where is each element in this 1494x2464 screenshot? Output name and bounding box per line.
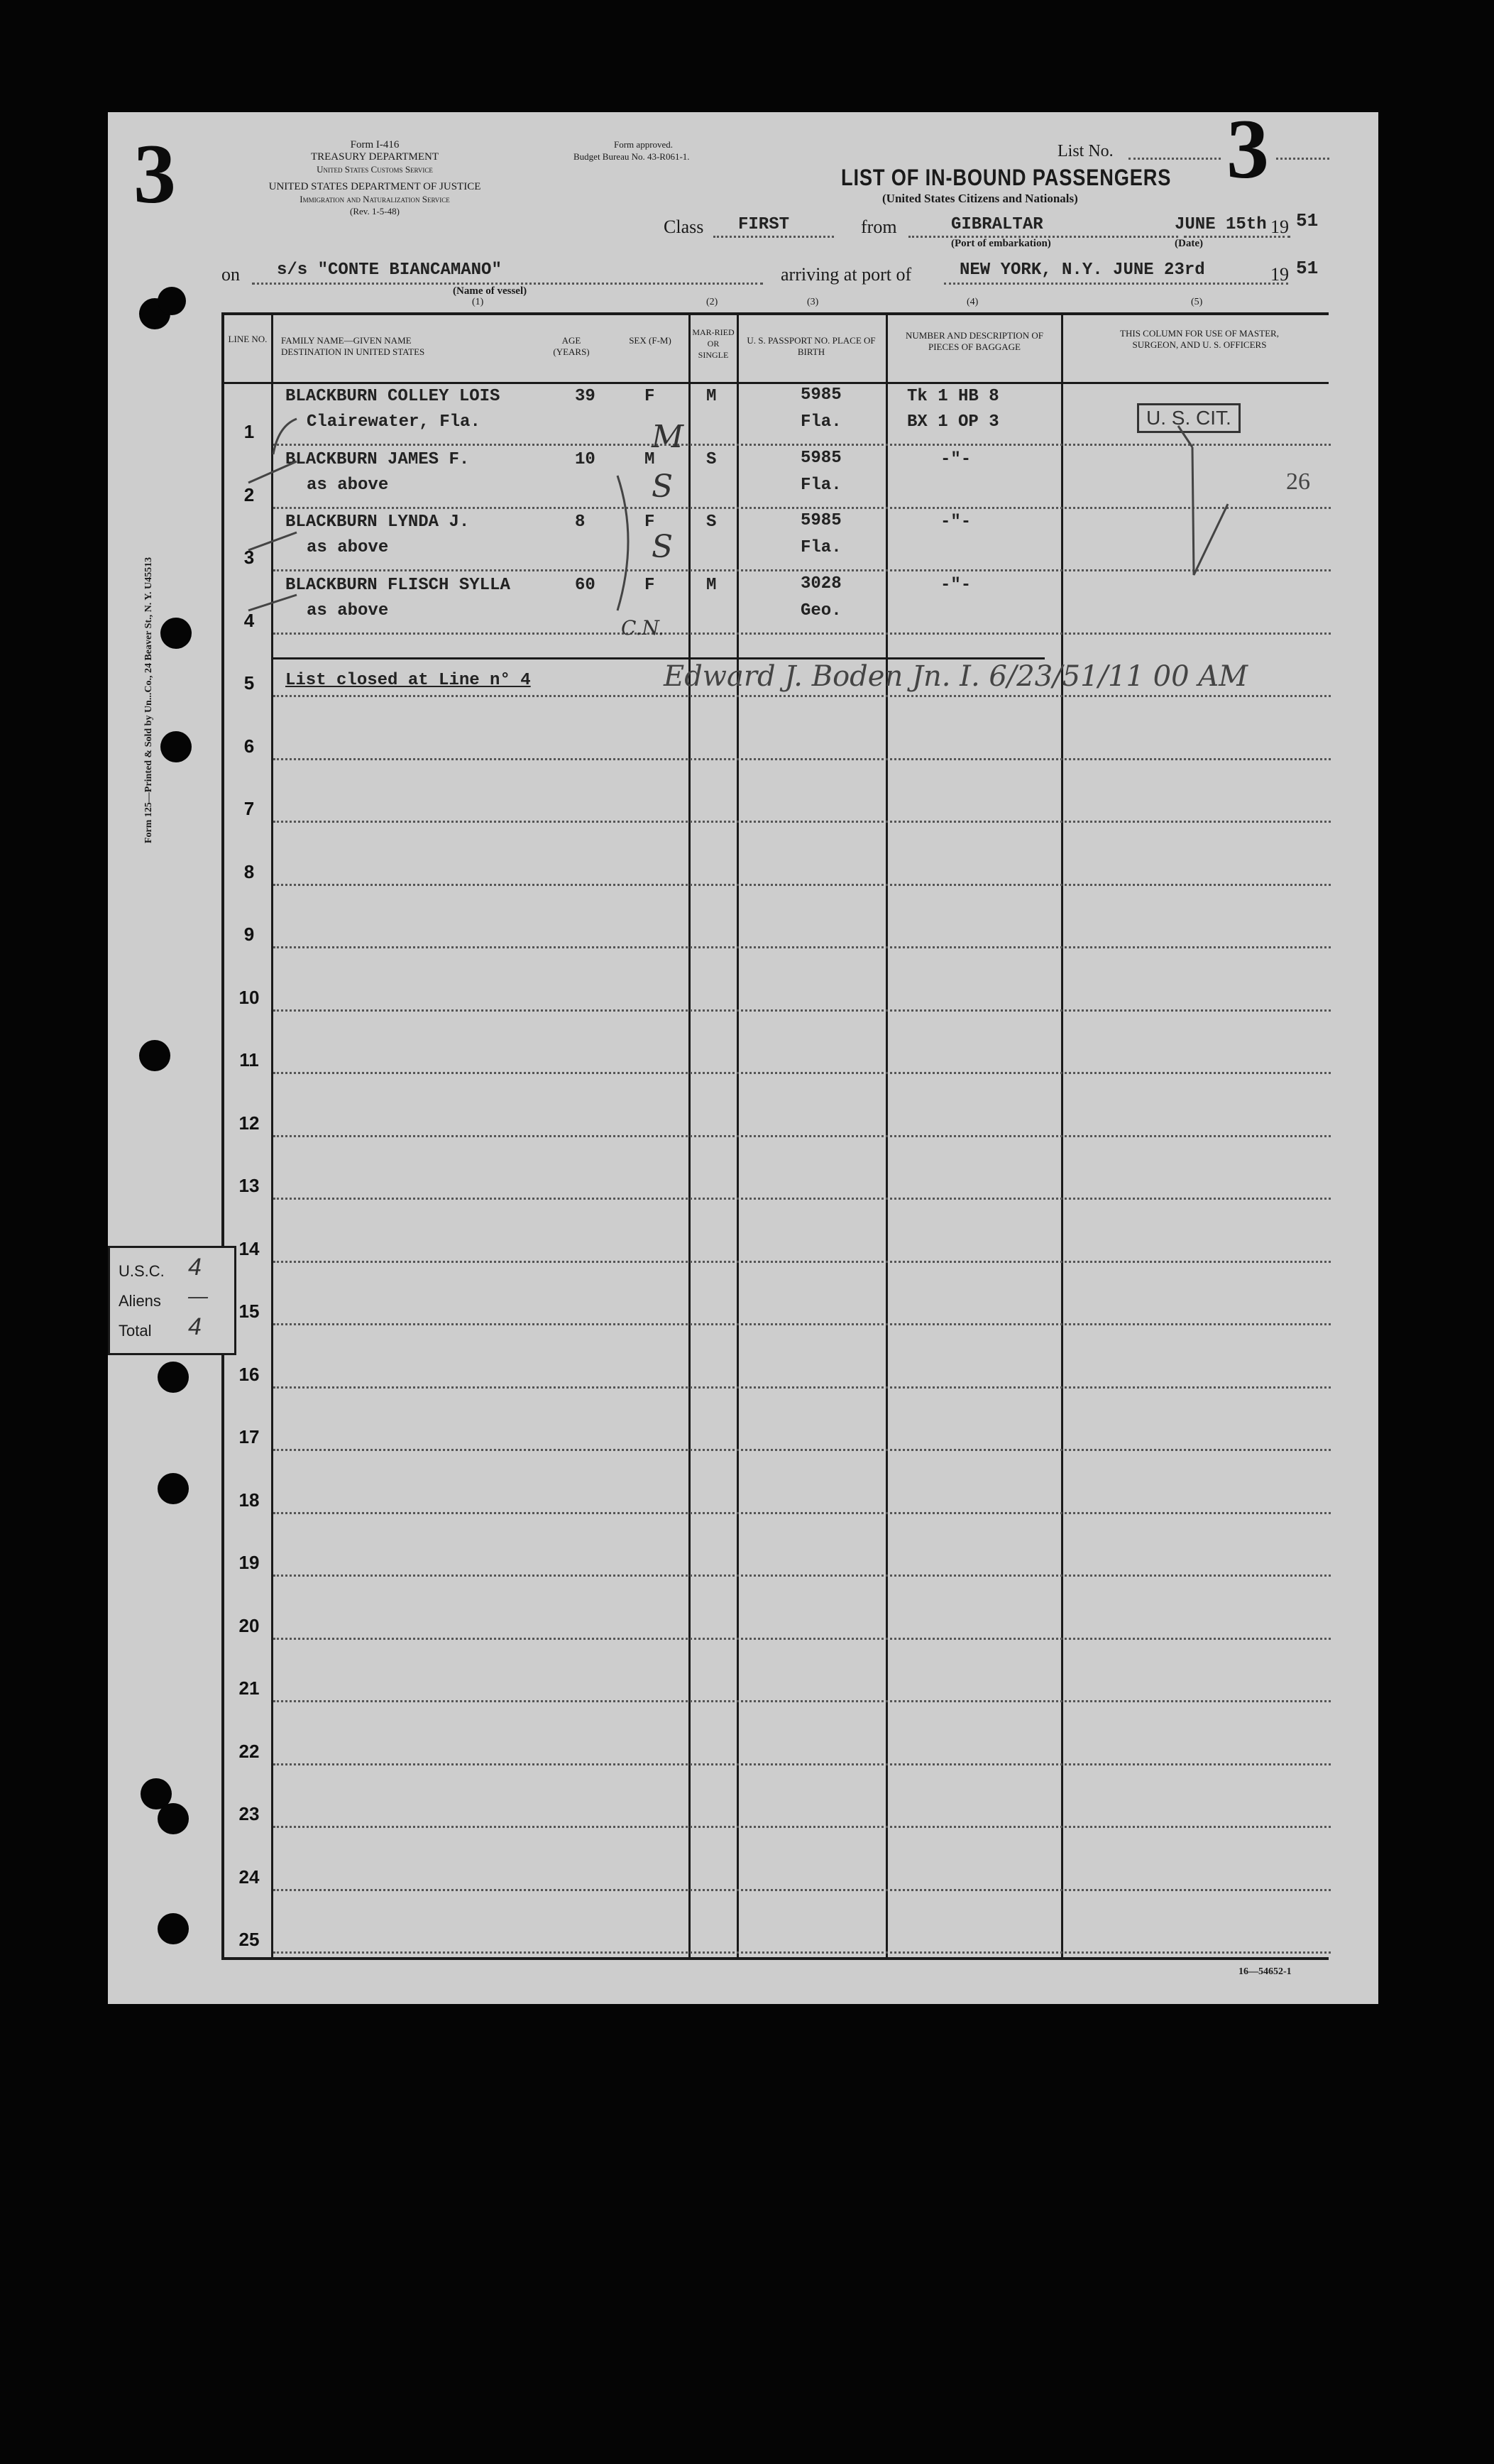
tally-usc-label: U.S.C. [119,1262,165,1280]
date-label: (Date) [1175,238,1203,249]
passenger-destination: as above [307,601,389,620]
passenger-marital-status: M [706,387,717,406]
line-number: 12 [238,1112,260,1134]
col-header-baggage: NUMBER AND DESCRIPTION OF PIECES OF BAGGAGE [906,330,1043,352]
col-header-line: LINE NO. [228,334,268,344]
passenger-passport-no: 5985 [801,511,842,530]
row-rule [273,1638,1331,1640]
punch-hole [158,1473,189,1504]
passenger-place-of-birth: Fla. [801,475,842,495]
punch-hole [158,1913,189,1944]
form-title: LIST OF IN-BOUND PASSENGERS [841,165,1172,190]
row-rule [273,1700,1331,1702]
form-approved: Form approved. [614,139,674,150]
vessel-label: (Name of vessel) [453,285,527,297]
class-label: Class [664,217,704,237]
line-number: 9 [243,924,255,945]
col-number-5: (5) [1191,297,1203,307]
passenger-passport-no: 5985 [801,385,842,405]
list-no-line [1128,158,1221,160]
vessel-value: s/s "CONTE BIANCAMANO" [277,261,502,280]
corner-number-left: 3 [133,126,176,221]
line-number: 5 [243,672,255,694]
punch-hole [158,1803,189,1834]
line-number: 8 [243,860,255,882]
arrival-year: 51 [1296,258,1319,279]
closing-signature: Edward J. Boden Jn. I. 6/23/51/11 00 AM [664,660,1248,693]
justice-dept: UNITED STATES DEPARTMENT OF JUSTICE [268,181,481,192]
passenger-sex: F [644,575,655,595]
baggage-line-2: BX 1 OP 3 [907,412,999,432]
tally-aliens-label: Aliens [119,1292,161,1310]
punch-hole [160,731,192,762]
passenger-age: 10 [575,449,595,469]
row-rule [273,1889,1331,1891]
baggage-line-1: -"- [940,513,972,532]
passenger-name: BLACKBURN FLISCH SYLLA [285,575,510,595]
col-number-2: (2) [706,297,718,307]
line-number: 21 [238,1677,260,1699]
passenger-passport-no: 3028 [801,574,842,593]
row-rule [273,1135,1331,1137]
vessel-col-number: (1) [472,297,484,307]
line-number: 20 [238,1614,260,1636]
tally-total-label: Total [119,1322,152,1340]
date-value: JUNE 15th [1175,215,1267,234]
closing-text: List closed at Line n° 4 [285,671,531,690]
punch-hole [158,1362,189,1393]
passenger-destination: Clairewater, Fla. [307,412,480,432]
row-rule [273,821,1331,823]
col-header-married: MAR-RIED OR SINGLE [692,327,735,360]
baggage-line-1: Tk 1 HB 8 [907,387,999,406]
handwritten-mark: C.N. [621,616,664,640]
line-number: 7 [243,798,255,819]
passenger-age: 8 [575,513,586,532]
row-rule [273,1512,1331,1514]
from-value: GIBRALTAR [951,215,1043,234]
passenger-age: 39 [575,387,595,406]
col-number-3: (3) [807,297,819,307]
footer-code: 16—54652-1 [1238,1966,1292,1977]
revision: (Rev. 1-5-48) [350,206,400,217]
tally-usc-value: 4 [188,1254,202,1281]
on-label: on [221,264,240,285]
passenger-sex: F [644,513,655,532]
arrival-port: NEW YORK, N.Y. JUNE 23rd [960,261,1205,280]
row-rule [273,1763,1331,1765]
line-number: 2 [243,483,255,505]
line-number: 6 [243,735,255,757]
year-prefix: 19 [1270,217,1289,237]
col-header-name: FAMILY NAME—GIVEN NAME DESTINATION IN UNITED STATES [281,335,425,357]
passenger-name: BLACKBURN COLLEY LOIS [285,387,500,406]
corner-number-right: 3 [1226,102,1269,196]
passenger-age: 60 [575,575,595,595]
arrival-year-prefix: 19 [1270,264,1289,285]
treasury-dept: TREASURY DEPARTMENT [310,151,439,163]
line-number: 24 [238,1866,260,1888]
line-number: 3 [243,547,255,568]
header-bottom-rule [221,382,1329,384]
col-header-sex: SEX (F-M) [629,335,671,346]
form-subtitle: (United States Citizens and Nationals) [882,192,1078,205]
baggage-line-1: -"- [940,449,972,469]
row-rule [273,1198,1331,1200]
row-rule [273,1449,1331,1451]
port-embark-label: (Port of embarkation) [951,238,1051,249]
line-number: 11 [239,1049,259,1071]
year-value: 51 [1296,210,1319,231]
row-rule [273,1575,1331,1577]
col-header-officers: THIS COLUMN FOR USE OF MASTER, SURGEON, AND U. S. OFFICERS [1120,328,1279,350]
officer-note: 26 [1286,469,1310,495]
punch-hole [139,1040,170,1071]
passenger-passport-no: 5985 [801,448,842,468]
col-number-4: (4) [967,297,979,307]
baggage-line-1: -"- [940,575,972,595]
list-no-label: List No. [1058,142,1114,160]
line-number: 19 [238,1552,260,1573]
line-number: 13 [238,1175,260,1196]
row-rule [273,1323,1331,1325]
line-number: 22 [238,1740,260,1762]
tally-aliens-value: — [188,1285,208,1307]
punch-hole [158,287,186,315]
passenger-place-of-birth: Fla. [801,412,842,432]
line-number: 1 [243,421,255,442]
row-rule [273,1261,1331,1263]
handwritten-mark: S [652,529,674,565]
tally-total-value: 4 [188,1313,202,1340]
line-number: 23 [238,1803,260,1824]
line-number: 18 [238,1489,260,1511]
passenger-place-of-birth: Fla. [801,538,842,557]
row-rule [273,758,1331,760]
passenger-place-of-birth: Geo. [801,601,842,620]
punch-hole [160,618,192,649]
form-number: Form I-416 [350,139,400,150]
passenger-name: BLACKBURN JAMES F. [285,449,470,469]
col-header-age: AGE (YEARS) [553,335,590,357]
row-rule [273,1009,1331,1012]
col-header-passport: U. S. PASSPORT NO. PLACE OF BIRTH [747,335,876,357]
passenger-sex: F [644,387,655,406]
pencil-tick-marks [220,398,1313,667]
passenger-sex: M [644,449,655,469]
us-citizen-stamp: U. S. CIT. [1137,403,1241,433]
line-number: 10 [238,986,260,1008]
tally-box [108,1246,236,1355]
row-rule [273,946,1331,948]
passenger-destination: as above [307,475,389,495]
row-rule [273,1826,1331,1828]
side-print: Form 125—Printed & Sold by Un...Co., 24 Beaver St., N. Y. U45513 [143,557,154,843]
row-rule [273,884,1331,886]
passenger-marital-status: S [706,513,717,532]
budget-bureau: Budget Bureau No. 43-R061-1. [573,151,690,162]
row-rule [273,1386,1331,1389]
passenger-marital-status: M [706,575,717,595]
from-label: from [861,217,897,237]
arriving-label: arriving at port of [781,264,912,285]
line-number: 15 [238,1301,260,1322]
table-bottom-rule [221,1957,1329,1960]
handwritten-mark: S [652,469,674,505]
row-rule [273,1951,1331,1954]
line-number: 16 [238,1363,260,1385]
line-number: 25 [238,1929,260,1950]
passenger-destination: as above [307,538,389,557]
table-top-rule [221,312,1329,315]
row-rule [273,1072,1331,1074]
class-value: FIRST [738,215,790,234]
line-number: 17 [238,1426,260,1447]
handwritten-mark: M [652,419,684,455]
ins-service: Immigration and Naturalization Service [300,194,450,204]
customs-service: United States Customs Service [317,164,433,175]
line-number: 14 [238,1237,260,1259]
row-rule [273,695,1331,697]
passenger-name: BLACKBURN LYNDA J. [285,513,470,532]
line-number: 4 [243,609,255,631]
passenger-marital-status: S [706,449,717,469]
